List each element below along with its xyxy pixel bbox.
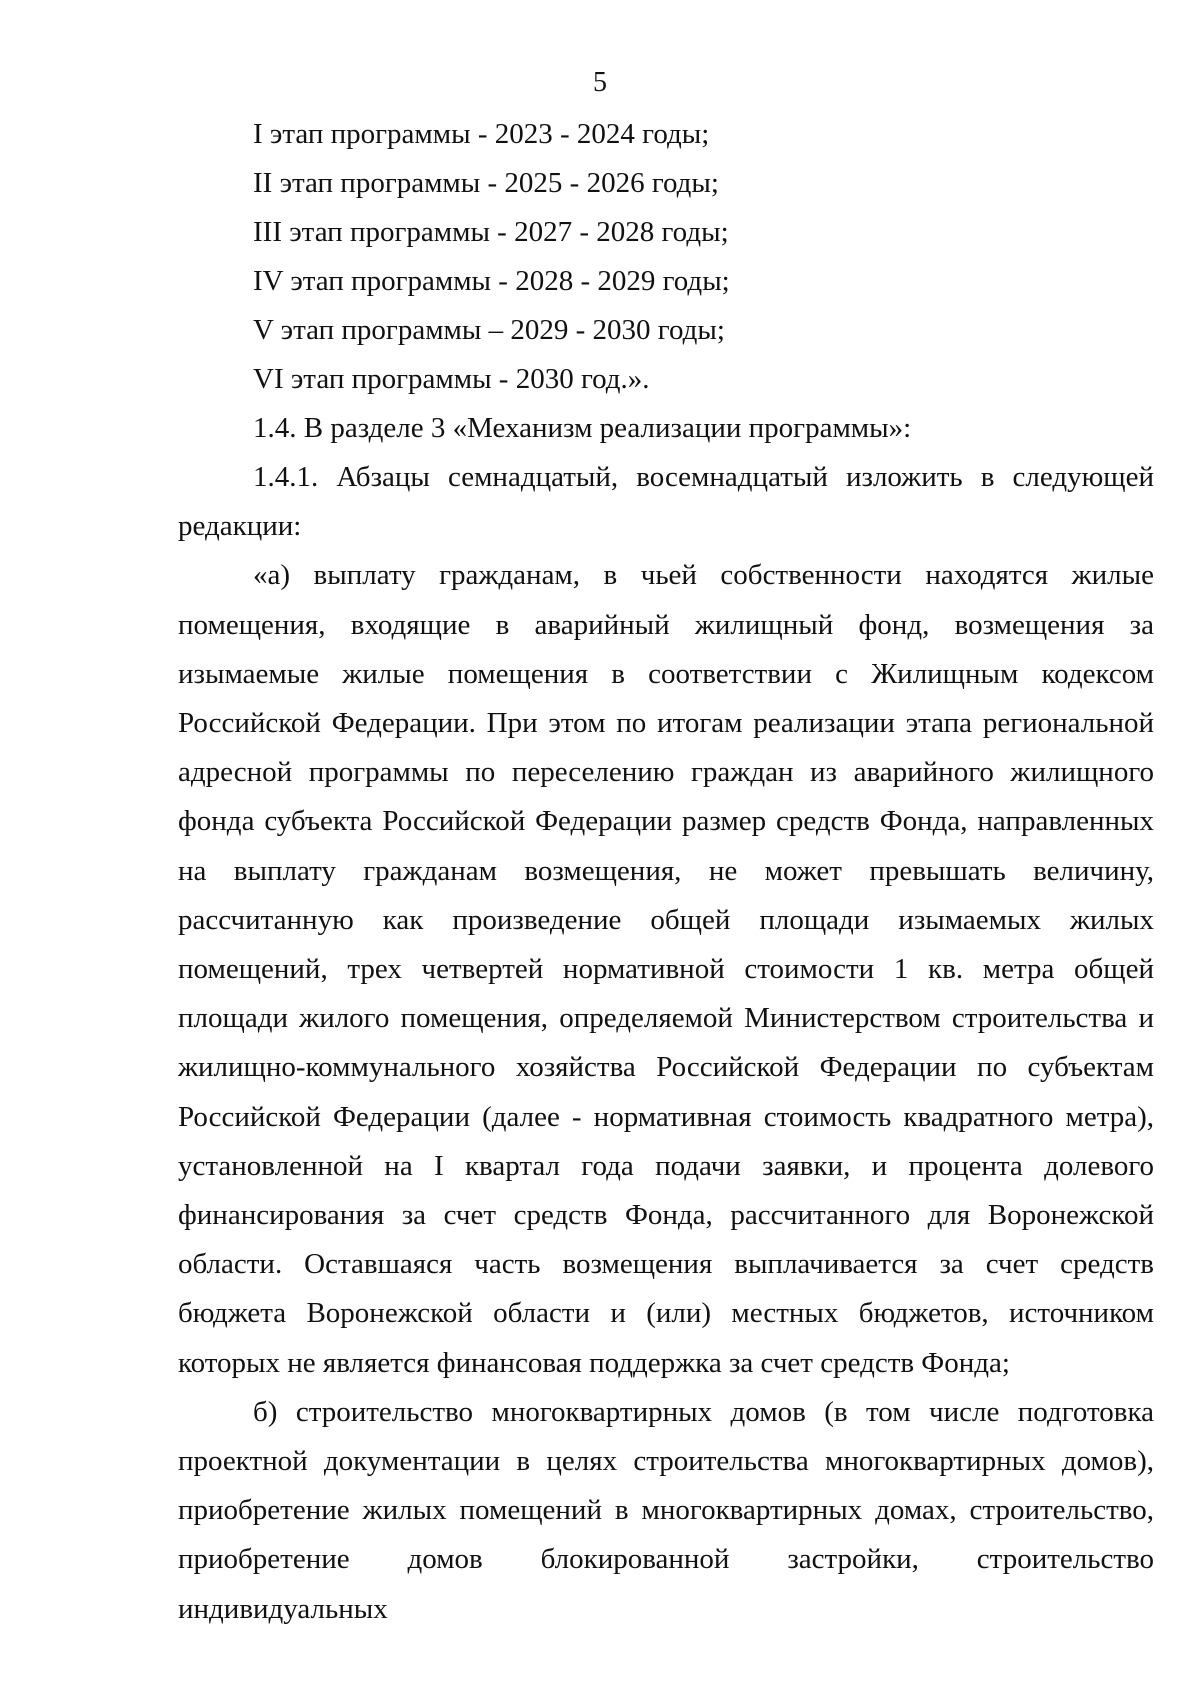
program-stages-list bbox=[253, 110, 1153, 404]
body-text bbox=[178, 453, 1154, 1634]
section-heading: 1.4. В разделе 3 «Механизм реализации программы»: bbox=[253, 412, 912, 444]
program-stage-line: VI этап программы - 2030 год.». bbox=[253, 363, 650, 395]
program-stage-line: I этап программы - 2023 - 2024 годы; bbox=[253, 118, 710, 150]
program-stage-line: III этап программы - 2027 - 2028 годы; bbox=[253, 216, 729, 248]
paragraph-item-a: «а) выплату гражданам, в чьей собственности находятся жилые помещения, входящие в аварийный жилищный фонд, возмещения за изымаемые жилые помещения в соответствии с Жилищным кодексом Российской Федерации. При этом по итогам реализации этапа региональной адресной программы по переселению граждан из аварийного жилищного фонда субъекта Российской Федерации размер средств Фонда, направленных на выплату гражданам возмещения, не может превышать величину, рассчитанную как произведение общей площади изымаемых жилых помещений, трех четвертей нормативной стоимости 1 кв. метра общей площади жилого помещения, определяемой Министерством строительства и жилищно-коммунального хозяйства Российской Федерации по субъектам Российской Федерации (далее - нормативная стоимость квадратного метра), установленной на I квартал года подачи заявки, и процента долевого финансирования за счет средств Фонда, рассчитанного для Воронежской области. Оставшаяся часть возмещения выплачивается за счет средств бюджета Воронежской области и (или) местных бюджетов, источником которых не является финансовая поддержка за счет средств Фонда; bbox=[178, 559, 1154, 1379]
paragraph-item-b: б) строительство многоквартирных домов (в том числе подготовка проектной документации в целях строительства многоквартирных домов), приобретение жилых помещений в многоквартирных домах, строительство, приобретение домов блокированной застройки, строительство индивидуальных bbox=[178, 1395, 1154, 1625]
paragraph-amendment: 1.4.1. Абзацы семнадцатый, восемнадцатый изложить в следующей редакции: bbox=[178, 461, 1154, 543]
page-number: 5 bbox=[593, 67, 607, 98]
program-stage-line: V этап программы – 2029 - 2030 годы; bbox=[253, 314, 725, 346]
program-stage-line: IV этап программы - 2028 - 2029 годы; bbox=[253, 265, 730, 297]
program-stage-line: II этап программы - 2025 - 2026 годы; bbox=[253, 167, 719, 199]
